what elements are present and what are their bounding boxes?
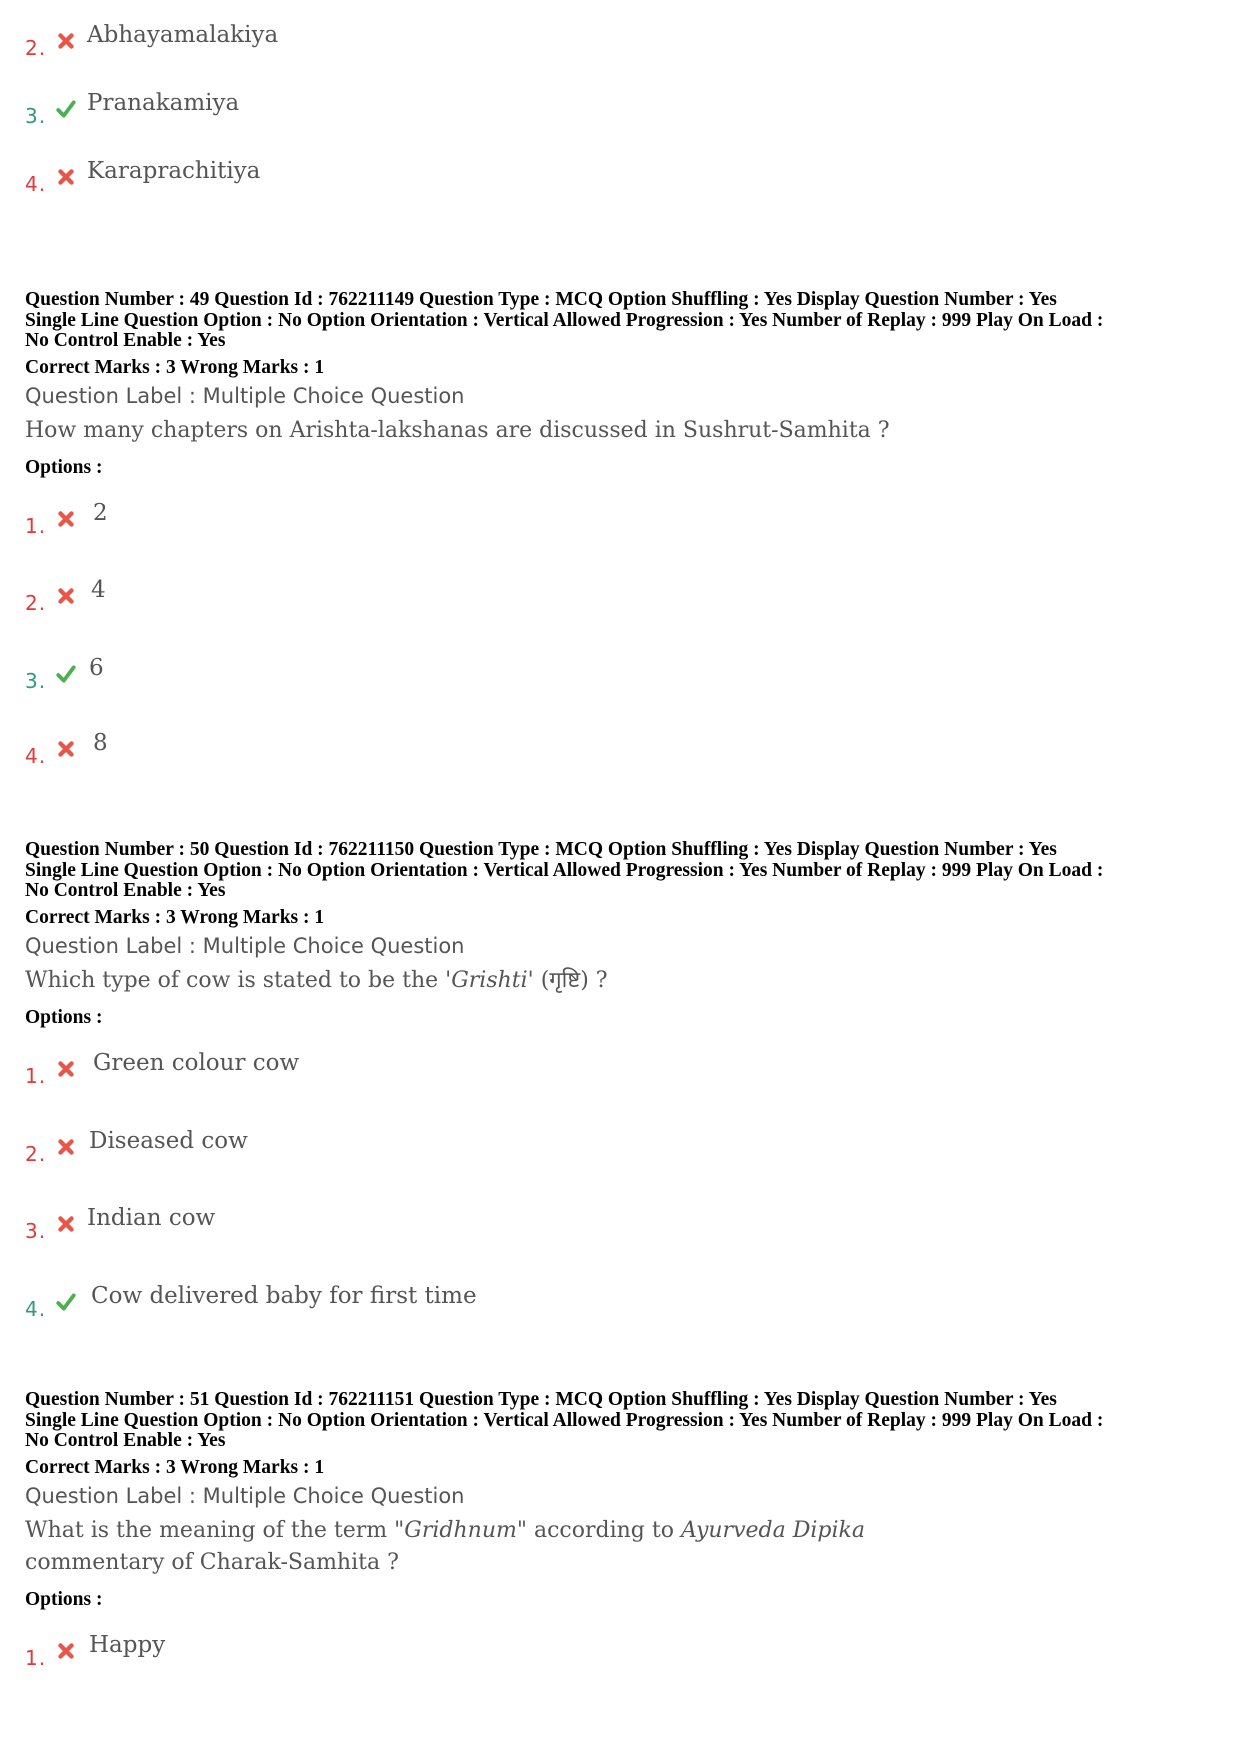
option-text: Indian cow [87, 1205, 216, 1231]
option-row [25, 22, 925, 72]
option-text: Abhayamalakiya [87, 22, 279, 48]
option-row [25, 577, 925, 627]
option-number: 1. [25, 1646, 47, 1670]
option-text: Green colour cow [93, 1050, 300, 1076]
option-row [25, 500, 925, 550]
option-row [25, 158, 925, 208]
option-number: 4. [25, 1297, 47, 1321]
question-marks: Correct Marks : 3 Wrong Marks : 1 [25, 1456, 325, 1478]
option-number: 3. [25, 669, 47, 693]
option-row [25, 730, 925, 780]
option-text: 2 [93, 500, 108, 526]
cross-mark-icon [55, 1213, 77, 1235]
option-number: 1. [25, 1064, 47, 1088]
option-text: Cow delivered baby for first time [91, 1283, 477, 1309]
question-block-50 [25, 840, 1220, 1029]
question-meta: Question Number : 49 Question Id : 762211149 Question Type : MCQ Option Shuffling : Yes Display Question Number : Yes Single Line Question Option : No Option Orientation : Vertical Allowed Progression : Yes Number of Replay : 999 Play On Load : No Control Enable : Yes [25, 289, 1104, 351]
question-meta: Question Number : 50 Question Id : 762211150 Question Type : MCQ Option Shuffling : Yes Display Question Number : Yes Single Line Question Option : No Option Orientation : Vertical Allowed Progression : Yes Number of Replay : 999 Play On Load : No Control Enable : Yes [25, 839, 1104, 901]
option-number: 3. [25, 1219, 47, 1243]
cross-mark-icon [55, 30, 77, 52]
option-row [25, 1128, 925, 1178]
options-heading: Options : [25, 456, 103, 478]
option-text: Diseased cow [89, 1128, 248, 1154]
option-row [25, 1205, 925, 1255]
option-text: 6 [89, 655, 104, 681]
italic-source: Ayurveda Dipika [680, 1517, 865, 1543]
option-number: 3. [25, 104, 47, 128]
option-row [25, 1283, 925, 1333]
check-mark-icon [55, 1291, 77, 1313]
question-block-49 [25, 290, 1220, 479]
option-number: 4. [25, 744, 47, 768]
question-label: Question Label : Multiple Choice Question [25, 1483, 465, 1508]
option-number: 2. [25, 591, 47, 615]
question-text: What is the meaning of the term "Gridhnum" according to Ayurveda Dipika commentary of Charak-Samhita ? [25, 1517, 865, 1575]
option-text: 4 [91, 577, 106, 603]
question-marks: Correct Marks : 3 Wrong Marks : 1 [25, 906, 325, 928]
check-mark-icon [55, 663, 77, 685]
option-number: 4. [25, 172, 47, 196]
option-row [25, 1050, 925, 1100]
italic-term: "Gridhnum" [394, 1517, 527, 1543]
question-text: How many chapters on Arishta-lakshanas are discussed in Sushrut-Samhita ? [25, 417, 890, 443]
option-number: 1. [25, 514, 47, 538]
cross-mark-icon [55, 585, 77, 607]
option-text: Karaprachitiya [87, 158, 261, 184]
option-text: 8 [93, 730, 108, 756]
option-row [25, 1632, 925, 1682]
option-text: Pranakamiya [87, 90, 240, 116]
options-heading: Options : [25, 1588, 103, 1610]
option-text: Happy [89, 1632, 166, 1658]
cross-mark-icon [55, 166, 77, 188]
cross-mark-icon [55, 1640, 77, 1662]
cross-mark-icon [55, 508, 77, 530]
question-meta: Question Number : 51 Question Id : 762211151 Question Type : MCQ Option Shuffling : Yes Display Question Number : Yes Single Line Question Option : No Option Orientation : Vertical Allowed Progression : Yes Number of Replay : 999 Play On Load : No Control Enable : Yes [25, 1389, 1104, 1451]
cross-mark-icon [55, 1136, 77, 1158]
question-block-51 [25, 1390, 1220, 1611]
question-text: Which type of cow is stated to be the 'Grishti' (गृष्टि) ? [25, 967, 608, 993]
question-label: Question Label : Multiple Choice Question [25, 383, 465, 408]
cross-mark-icon [55, 1058, 77, 1080]
option-row [25, 655, 925, 705]
option-number: 2. [25, 36, 47, 60]
question-marks: Correct Marks : 3 Wrong Marks : 1 [25, 356, 325, 378]
option-number: 2. [25, 1142, 47, 1166]
option-row [25, 90, 925, 140]
question-label: Question Label : Multiple Choice Question [25, 933, 465, 958]
italic-term: 'Grishti' [445, 967, 534, 993]
check-mark-icon [55, 98, 77, 120]
options-heading: Options : [25, 1006, 103, 1028]
cross-mark-icon [55, 738, 77, 760]
